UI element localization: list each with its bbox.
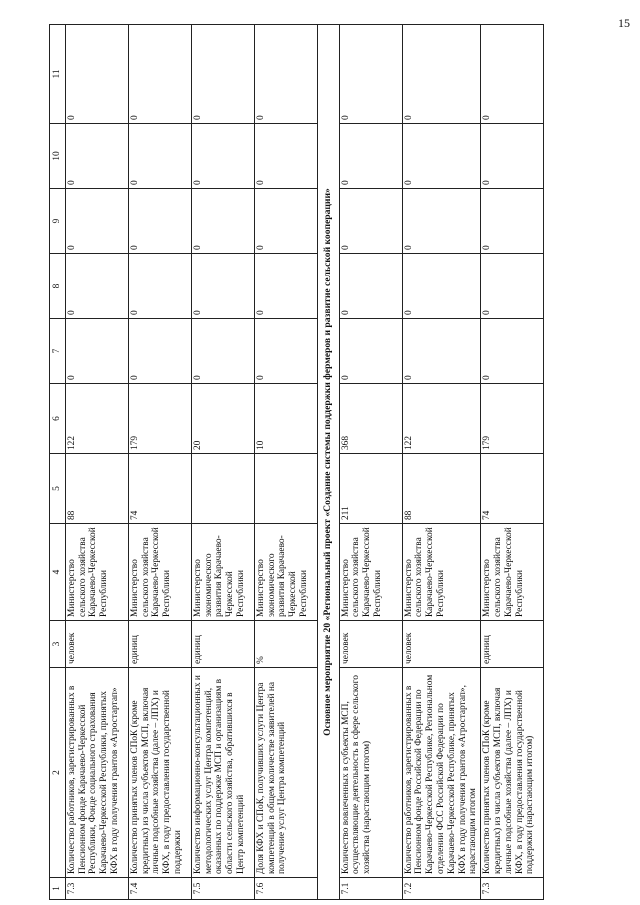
value-cell: 0 xyxy=(402,319,481,384)
row-number: 7.4 xyxy=(128,878,191,900)
value-cell: 10 xyxy=(254,384,317,454)
value-cell: 0 xyxy=(402,254,481,319)
value-cell: 74 xyxy=(481,454,544,524)
header-cell: 8 xyxy=(50,254,66,319)
indicator-text: Количество принятых членов СПоК (кроме кредитных) из числа субъектов МСП, включая личные подсобные хозяйства (далее – ЛПХ) и КФХ, в году предоставления государственной поддержки xyxy=(128,668,191,878)
table-row xyxy=(128,25,191,900)
value-cell: 0 xyxy=(402,25,481,124)
value-cell: 20 xyxy=(191,384,254,454)
value-cell: 0 xyxy=(339,124,402,189)
header-cell: 1 xyxy=(50,878,66,900)
value-cell: 0 xyxy=(339,189,402,254)
responsible-cell: Министерство сельского хозяйства Карачаево-Черкесской Республики xyxy=(402,524,481,621)
row-number: 7.1 xyxy=(339,878,402,900)
page-number: 15 xyxy=(618,16,630,30)
rotated-table-container xyxy=(49,25,544,900)
section-heading-row xyxy=(317,25,339,900)
unit-cell: % xyxy=(254,621,317,668)
header-cell: 7 xyxy=(50,319,66,384)
header-cell: 10 xyxy=(50,124,66,189)
value-cell: 368 xyxy=(339,384,402,454)
responsible-cell: Министерство сельского хозяйства Карачаево-Черкесской Республики xyxy=(481,524,544,621)
unit-cell: единиц xyxy=(128,621,191,668)
responsible-cell: Министерство сельского хозяйства Карачаево-Черкесской Республики xyxy=(339,524,402,621)
header-cell: 6 xyxy=(50,384,66,454)
value-cell: 0 xyxy=(481,189,544,254)
table-row xyxy=(191,25,254,900)
value-cell: 0 xyxy=(339,25,402,124)
value-cell: 0 xyxy=(65,124,128,189)
section-title: Основное мероприятие 20 «Региональный проект «Создание системы поддержки фермеров и развитие сельской кооперации» xyxy=(317,25,339,900)
value-cell: 0 xyxy=(481,319,544,384)
value-cell: 0 xyxy=(191,319,254,384)
value-cell: 0 xyxy=(191,25,254,124)
value-cell: 0 xyxy=(65,25,128,124)
value-cell: 0 xyxy=(128,254,191,319)
value-cell: 0 xyxy=(402,124,481,189)
value-cell: 122 xyxy=(65,384,128,454)
value-cell: 0 xyxy=(254,124,317,189)
value-cell: 0 xyxy=(481,124,544,189)
value-cell: 0 xyxy=(65,189,128,254)
value-cell: 179 xyxy=(481,384,544,454)
value-cell: 0 xyxy=(128,189,191,254)
header-cell: 2 xyxy=(50,668,66,878)
header-row xyxy=(50,25,66,900)
row-number: 7.6 xyxy=(254,878,317,900)
indicator-text: Количество вовлеченных в субъекты МСП, осуществляющие деятельность в сфере сельского хозяйства (нарастающим итогом) xyxy=(339,668,402,878)
responsible-cell: Министерство сельского хозяйства Карачаево-Черкесской Республики xyxy=(128,524,191,621)
row-number: 7.3 xyxy=(481,878,544,900)
row-number: 7.5 xyxy=(191,878,254,900)
value-cell: 0 xyxy=(402,189,481,254)
unit-cell: человек xyxy=(65,621,128,668)
table-row xyxy=(481,25,544,900)
indicator-text: Доля КФХ и СПоК, получивших услуги Центра компетенций в общем количестве заявителей на получение услуг Центра компетенций xyxy=(254,668,317,878)
value-cell: 0 xyxy=(254,319,317,384)
value-cell: 0 xyxy=(339,319,402,384)
responsible-cell: Министерство экономического развития Карачаево-Черкесской Республики xyxy=(191,524,254,621)
value-cell: 88 xyxy=(402,454,481,524)
indicator-text: Количество работников, зарегистрированных в Пенсионном фонде Карачаево-Черкесской Республики, Фонде социального страхования Карачаево-Черкесской Республики, принятых КФХ в году получения грантов «Агростартап» xyxy=(65,668,128,878)
responsible-cell: Министерство экономического развития Карачаево-Черкесской Республики xyxy=(254,524,317,621)
header-cell: 5 xyxy=(50,454,66,524)
unit-cell: человек xyxy=(402,621,481,668)
header-cell: 11 xyxy=(50,25,66,124)
value-cell: 0 xyxy=(191,189,254,254)
value-cell: 0 xyxy=(481,254,544,319)
value-cell: 0 xyxy=(128,319,191,384)
value-cell: 0 xyxy=(481,25,544,124)
value-cell xyxy=(191,454,254,524)
value-cell: 0 xyxy=(254,254,317,319)
value-cell: 0 xyxy=(128,25,191,124)
table-row xyxy=(65,25,128,900)
row-number: 7.3 xyxy=(65,878,128,900)
unit-cell: человек xyxy=(339,621,402,668)
value-cell xyxy=(254,454,317,524)
responsible-cell: Министерство сельского хозяйства Карачаево-Черкесской Республики xyxy=(65,524,128,621)
indicators-table xyxy=(49,24,544,900)
value-cell: 0 xyxy=(191,254,254,319)
unit-cell: единиц xyxy=(191,621,254,668)
value-cell: 0 xyxy=(65,254,128,319)
value-cell: 74 xyxy=(128,454,191,524)
table-row xyxy=(339,25,402,900)
table-row xyxy=(402,25,481,900)
value-cell: 0 xyxy=(128,124,191,189)
value-cell: 179 xyxy=(128,384,191,454)
value-cell: 122 xyxy=(402,384,481,454)
indicator-text: Количество работников, зарегистрированных в Пенсионном фонде Российской Федерации по Карачаево-Черкесской Республике, Региональном отделении ФСС Российской Федерации по Карачаево-Черкесской Республике, принятых КФХ в году получения грантов «Агростартап», нарастающим итогом xyxy=(402,668,481,878)
table-row xyxy=(254,25,317,900)
indicator-text: Количество информационно-консультационных и методологических услуг Центра компетенций, оказанных по поддержке МСП и организациям в области сельского хозяйства, обратившихся в Центр компетенций xyxy=(191,668,254,878)
value-cell: 88 xyxy=(65,454,128,524)
header-cell: 4 xyxy=(50,524,66,621)
unit-cell: единиц xyxy=(481,621,544,668)
value-cell: 0 xyxy=(65,319,128,384)
row-number: 7.2 xyxy=(402,878,481,900)
value-cell: 0 xyxy=(254,25,317,124)
header-cell: 3 xyxy=(50,621,66,668)
value-cell: 0 xyxy=(191,124,254,189)
indicator-text: Количество принятых членов СПоК (кроме кредитных) из числа субъектов МСП, включая личные подсобные хозяйства (далее – ЛПХ) и КФХ, в году предоставления государственной поддержки (нарастающим итогом) xyxy=(481,668,544,878)
value-cell: 0 xyxy=(339,254,402,319)
value-cell: 211 xyxy=(339,454,402,524)
value-cell: 0 xyxy=(254,189,317,254)
header-cell: 9 xyxy=(50,189,66,254)
